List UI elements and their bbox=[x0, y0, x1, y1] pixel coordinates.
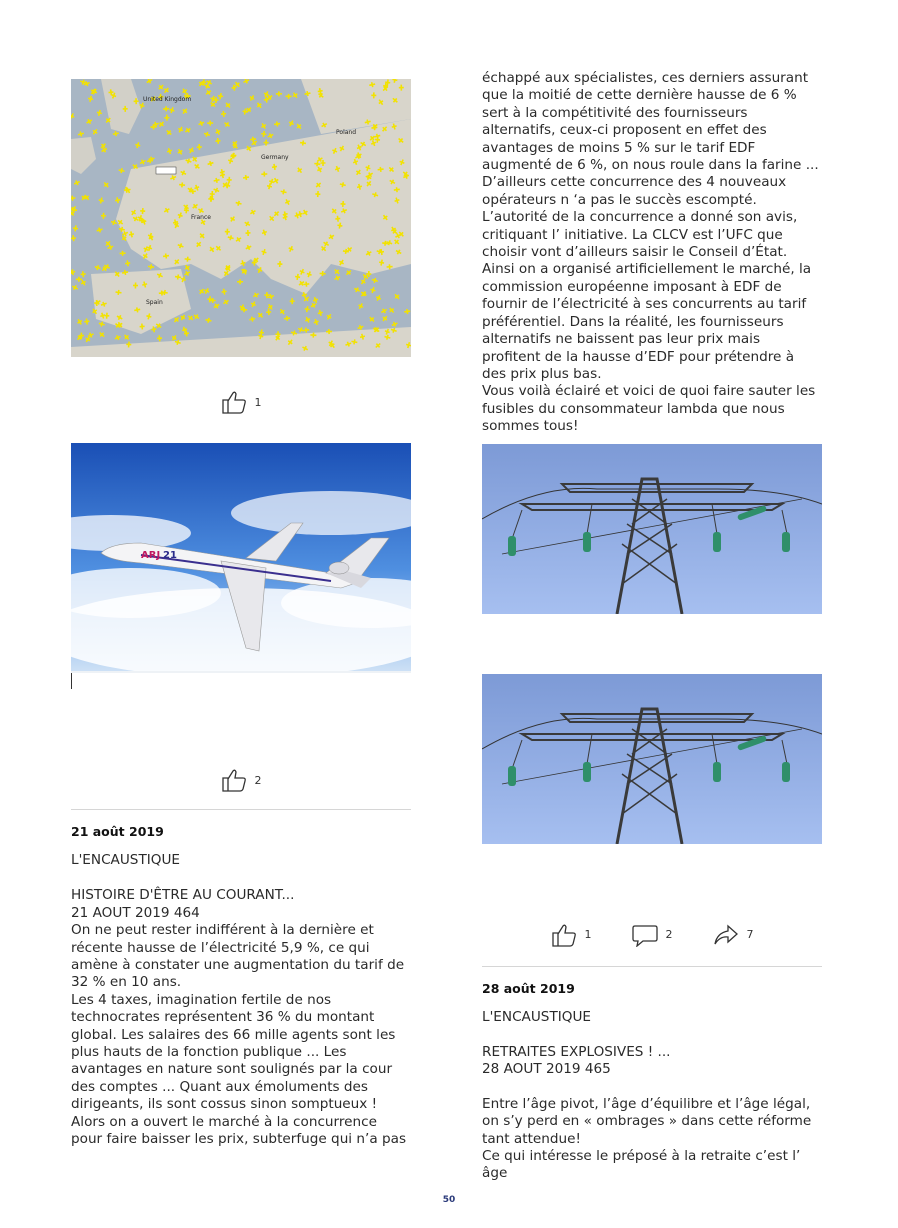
pylon-graphic-1 bbox=[482, 444, 822, 614]
airplane-image bbox=[71, 443, 411, 673]
pylon-graphic-2 bbox=[482, 674, 822, 844]
comment-icon bbox=[632, 923, 658, 947]
post4-date: 28 août 2019 bbox=[482, 980, 575, 996]
post3-like-count: 1 bbox=[584, 928, 592, 942]
airplane-graphic bbox=[71, 443, 411, 673]
like-icon bbox=[551, 923, 577, 947]
page-number: 50 bbox=[442, 1195, 456, 1205]
image-border-mark bbox=[71, 673, 72, 689]
post3-continued-text: échappé aux spécialistes, ces derniers assurant que la moitié de cette dernière hausse de 6 % sert à la compétitivité des fournisseurs alternatifs, ceux-ci proposent en effet des avantages de moins 5 % sur le tarif EDF augmenté de 6 %, on nous roule dans la farine ... D’ailleurs cette concurrence des 4 nouveaux opérateurs n ‘a pas le succès escompté. L’autorité de la concurrence a donné son avis, critiquant l’ initiative. La CLCV est l’UFC que choisir vont d’ailleurs saisir le Conseil d’État. Ainsi on a organisé artificiellement le marché, la commission européenne imposant à EDF de fournir de l’électricité à ses concurrents au tarif préférentiel. Dans la réalité, les fournisseurs alternatifs ne baissent pas leur prix mais profitent de la hausse d’EDF pour prétendre à des prix plus bas. Vous voilà éclairé et voici de quoi faire sauter les fusibles du consommateur lambda que nous sommes tous! bbox=[482, 70, 819, 435]
post1-like-count: 1 bbox=[254, 395, 262, 409]
post3-comment-button[interactable] bbox=[632, 923, 673, 947]
post2-reactions bbox=[71, 767, 411, 793]
flight-map-graphic bbox=[71, 79, 411, 357]
map-label-poland: Poland bbox=[336, 129, 357, 136]
map-label-france: France bbox=[191, 214, 211, 221]
post4-title: RETRAITES EXPLOSIVES ! ... bbox=[482, 1043, 671, 1060]
post3-reactions bbox=[482, 922, 822, 948]
like-icon bbox=[221, 768, 247, 792]
right-column bbox=[482, 70, 822, 1183]
post3-like-button[interactable] bbox=[551, 923, 592, 947]
map-label-uk: United Kingdom bbox=[143, 96, 192, 103]
map-label-spain: Spain bbox=[146, 299, 163, 306]
flight-map-image bbox=[71, 79, 411, 357]
svg-text:ARJ: ARJ bbox=[141, 550, 161, 561]
post3-share-button[interactable] bbox=[713, 923, 754, 947]
svg-text:21: 21 bbox=[163, 550, 177, 561]
power-pylon-image-1 bbox=[482, 444, 822, 614]
post2-like-button[interactable] bbox=[221, 768, 262, 792]
post4-body: Entre l’âge pivot, l’âge d’équilibre et l’âge légal, on s’y perd en « ombrages » dans cette réforme tant attendue! Ce qui intéresse le préposé à la retraite c’est l’ âge bbox=[482, 1095, 812, 1182]
post-separator bbox=[482, 966, 822, 967]
post-separator bbox=[71, 809, 411, 810]
post3-subtitle: 21 AOUT 2019 464 bbox=[71, 904, 200, 921]
post4-subtitle: 28 AOUT 2019 465 bbox=[482, 1061, 611, 1078]
map-label-germany: Germany bbox=[261, 154, 289, 161]
post3-title: HISTOIRE D'ÊTRE AU COURANT... bbox=[71, 887, 295, 904]
share-icon bbox=[713, 923, 739, 947]
post3-share-count: 7 bbox=[746, 928, 754, 942]
post4-source: L'ENCAUSTIQUE bbox=[482, 1008, 591, 1025]
left-column bbox=[71, 79, 411, 1149]
post2-like-count: 2 bbox=[254, 773, 262, 787]
post3-comment-count: 2 bbox=[665, 928, 673, 942]
post1-like-button[interactable] bbox=[221, 390, 262, 414]
post3-source: L'ENCAUSTIQUE bbox=[71, 852, 180, 868]
post1-reactions bbox=[71, 389, 411, 415]
power-pylon-image-2 bbox=[482, 674, 822, 844]
post3-body: On ne peut rester indifférent à la dernière et récente hausse de l’électricité 5,9 %, ce qui amène à constater une augmentation du tarif de 32 % en 10 ans. Les 4 taxes, imagination fertile de nos technocrates représentent 36 % du montant global. Les salaires des 66 mille agents sont les plus hauts de la fonction publique ... Les avantages en nature sont soulignés par la cour des comptes ... Quant aux émoluments des dirigeants, ils sont cossus sinon somptueux ! Alors on a ouvert le marché à la concurrence pour faire baisser les prix, subterfuge qui n’a pas bbox=[71, 922, 407, 1148]
post3-date: 21 août 2019 bbox=[71, 824, 164, 839]
like-icon bbox=[221, 390, 247, 414]
